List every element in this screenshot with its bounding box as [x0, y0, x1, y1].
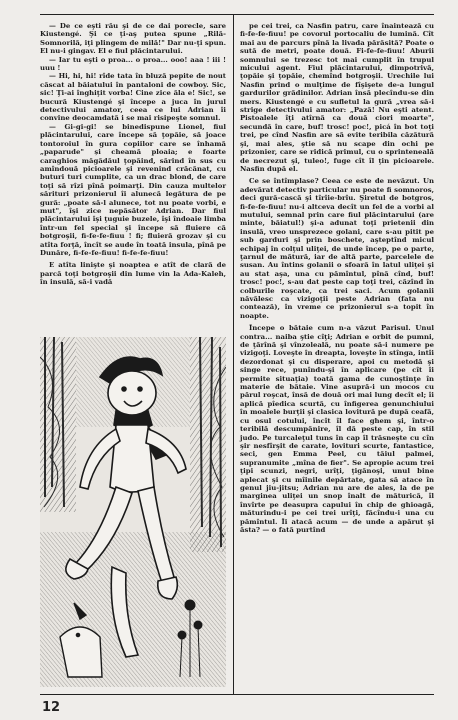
bottom-rule	[40, 694, 434, 695]
page-number: 12	[42, 700, 61, 715]
paragraph: pe cei trei, ca Nasfin patru, care înaintează cu fi-fe-fe-fiuu! pe covorul portocaliu de lumină. Cît mai au de parcurs pînă la livada părăsită? Poate o sută de metri, poate două. Fi-fe-fe-fiuu! Aburii somnului se trezesc tot mai cumplit în trupul micului agent. Fiul plăcintarului, dimpotrivă, ţopăie şi ţopăie, chemînd botgroşii. Urechile lui Nasfin prind o mulţime de fîşişete de-a lungul gardurilor grădinilor. Adrian însă plecîndu-se din mers. Kiustengé e cu sufletul la gură „vrea să-i strige detectivului amator: „Pază! Nu eşti atent. Pistoalele îţi atîrnă ca două ciori moarte", secundă în care, buf! trosc! poc!, picá în bot toţi trei, pe cînd Nasfin are să evite teribila căzătură şi, mai ales, ştie să nu scape din ochi pe prizonier, care se ridică primul, cu o sprinteneală de necrezut şi, tuleo!, fuge cît îl ţin picioarele. Nasfin după el.	[240, 22, 434, 173]
paragraph: — Gi-gi-gi! se binedispune Lionel, fiul plăcintarului, care începe să ţopăie, să joace tontoroiul în gura copiilor care se înhamă „paparude" și cheamă ploaia; e foarte caraghios măgădăul ţopăind, sărind în sus cu amîndouă picioarele şi revenind crăcănat, cu buturi turi cumplite, ca un drac blond, de care toţi să rîzi pînă poimarţi. Din cauza multelor sărituri prizonierul îi alunecă legătura de pe gură: „poate să-l alunece, tot nu poate vorbi, e mut", îşi zice nepăsător Adrian. Dar fiul plăcintarului îşi ţuguie buzele, îşi îndoaie limba într-un fel special şi începe să fluiere că botgroşii, fi-fe-fe-fiuu ! fi; fluieră grozav şi cu atîta forţă, încît se aude în toată insula, pînă pe Dunăre, fi-fe-fe-fiuu! fi-fe-fe-fiuu!	[40, 122, 226, 257]
top-rule	[40, 14, 434, 15]
illustration-dancing-boy	[40, 337, 226, 687]
illustration-drawing	[40, 337, 226, 687]
right-column	[240, 22, 434, 534]
column-divider	[233, 14, 234, 694]
paragraph: — De ce eşti rău şi de ce dai porecle, sare Kiustengé. Şi ce ţi-aş putea spune „Rilă-Somnorilă, iţi plingem de milă!" Dar nu-ţi spun. El nu-i gingav. El e fiul plăcintarului.	[40, 22, 226, 56]
left-column	[40, 22, 226, 287]
paragraph: — Hi, hi, hi! rîde tata în bluză pepite de nout căscat al băiatului în pantaloni de cowboy. Sic, sic! Ţi-ai înghiţit vorba! Cine zice ăla e! Sic!, se bucură Kiustengé şi începe a juca în jurul detectivului amator, ceea ce lui Adrian îi convine deocamdată i se mai risipeşte somnul.	[40, 72, 226, 123]
paragraph: E atîta linişte şi noaptea e atît de clară de parcă toţi botgroşii din lume vin la Ada-Kaleh, în insulă, să-i vadă	[40, 261, 226, 287]
paragraph: Începe o bătaie cum n-a văzut Parisul. Unul contra... naiba ştie cîţi; Adrian e orbit de pumni, de ţărînă şi vînzoleală, nu poate să-i numere pe vizigoţi. Loveşte în dreapta, loveşte în stînga, intîi dezordonat şi cu disperare, apoi cu metodă şi singe rece, punîndu-şi în aplicare (pe cît îi permite situaţia) toată gama de cunoştinţe în materie de bătaie. Vine asupră-i un mocos cu părul roşcat, însă de două ori mai lung decît el; îi aplică pîedica scurtă, cu înfigerea genunchiului în moalele burţii şi clasica lovitură pe după ceafă, cu osul cotului, încît îl face ghem şi, într-o teribilă descumpănire, îl dă peste cap, în stil judo. Pe turcaleţul tuns în cap îl trăsneşte cu cîn şir nesfîrşit de carate, lovituri scurte, fantastice, seci, gen Emma Peel, cu tăiul palmei, supranumite „mîna de fier". Se apropie acum trei ţipi scunzi, negri, urîţi, ţigănoşi, unul bine aplecat şi cu mîinile depărtate, gata să atace în genul jiu-jitsu; Adrian nu are de ales, la de pe marginea uliţei un snop înalt de măturică, îl învîrte pe deasupra capului în chip de ghioagă, măturindu-i pe cei trei urîţi, făcîndu-i una cu pămîntul. Îi atacă acum — de unde a apărut şi ăsta? — o fată purtînd	[240, 324, 434, 534]
paragraph: Ce se întîmplase? Ceea ce este de nevăzut. Un adevărat detectiv particular nu poate fi somnoros, deci gură-cască şi tîrîie-brîu. Şiretul de botgros, fi-fe-fe-fiuu! nu-i altceva decît un fel de a vorbi al mutului, semnal prin care fiul plăcintarului (are minte, băiatul!) şi-a adunat toţi prietenii din insulă, vreo unsprezece golani, care s-au pitit pe sub garduri şi prin boschete, aşteptînd micul echipaj în colţul uliţei, de unde încep, pe o parte, ţarnul de mătură, iar de altă parte, parcelele de susan. Au întins golanii o sfoară în latul uliţei şi au stat aşa, una cu pămîntul, pînă cînd, buf! trosc! poc!, s-au dat peste cap toţi trei, căzînd în colburile roşcate, ca trei saci. Acum golanii năvălesc ca vizigoţii peste Adrian (fata nu contează), în vreme ce prizonierul s-a topit în noapte.	[240, 177, 434, 320]
paragraph: — Iar tu eşti o proa... o proa... ooo! aaa ! iii ! uuu !	[40, 55, 226, 73]
